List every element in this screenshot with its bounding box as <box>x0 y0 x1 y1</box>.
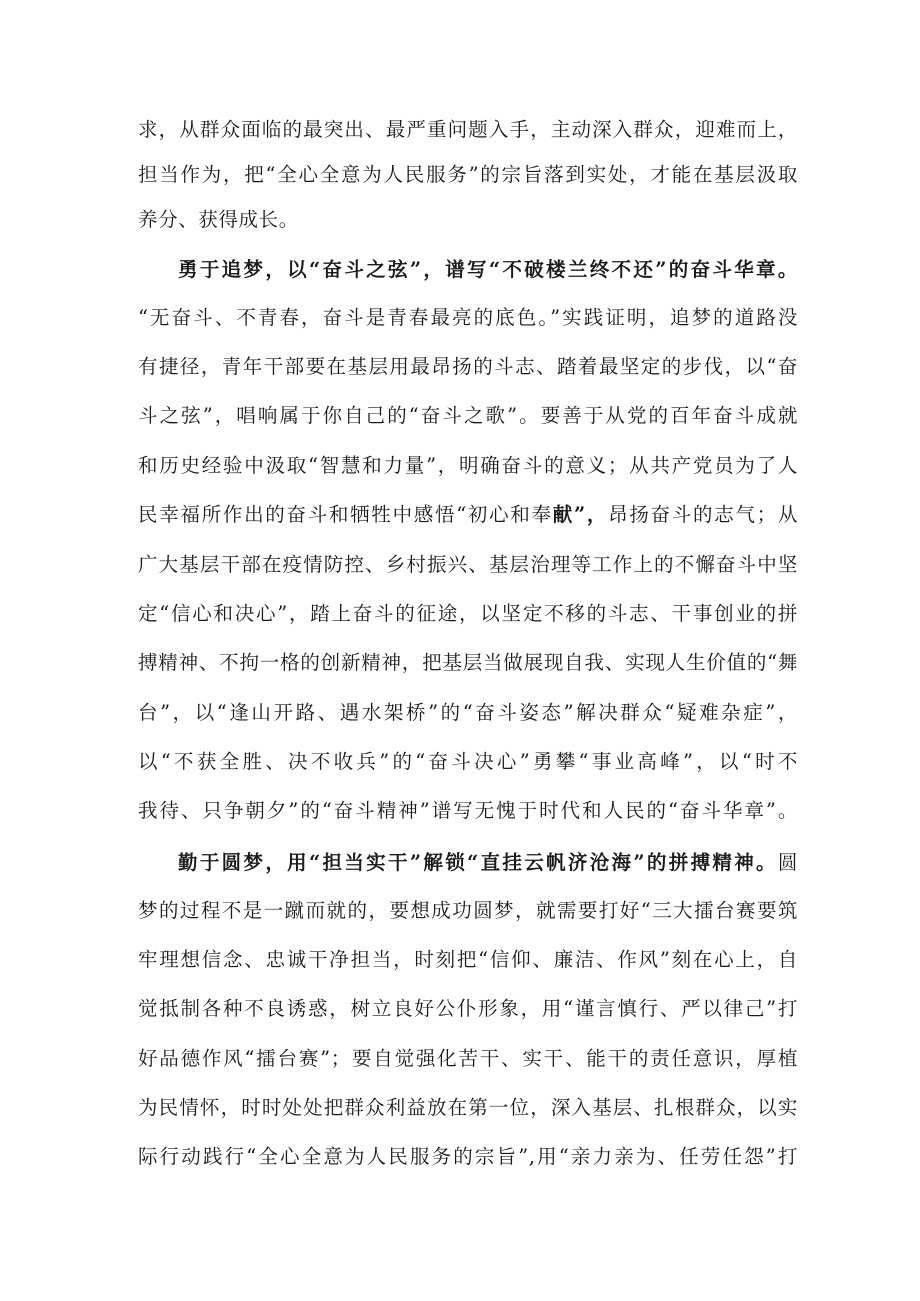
text-line <box>138 948 798 972</box>
text-segment: 好品德作风“擂台赛”；要自觉强化苦干、实干、能干的责任意识，厚植 <box>138 1047 798 1070</box>
text-segment: 民幸福所作出的奋斗和牺牲中感悟“初心和奉 <box>138 503 553 526</box>
text-line <box>138 404 798 428</box>
text-segment: 为民情怀，时时处处把群众利益放在第一位，深入基层、扎根群众，以实 <box>138 1096 798 1119</box>
text-line <box>138 651 798 675</box>
text-line <box>138 799 798 823</box>
text-segment: 有捷径，青年干部要在基层用最昂扬的斗志、踏着最坚定的步伐，以“奋 <box>138 355 798 378</box>
paragraph-heading <box>178 258 798 282</box>
text-line <box>138 899 798 923</box>
text-line <box>138 1145 798 1169</box>
paragraph-heading <box>178 851 798 875</box>
text-segment: 广大基层干部在疫情防控、乡村振兴、基层治理等工作上的不懈奋斗中坚 <box>138 553 798 576</box>
bold-heading-text: 勇于追梦，以“奋斗之弦”，谱写“不破楼兰终不还”的奋斗华章。 <box>178 258 798 281</box>
text-line <box>138 118 798 142</box>
text-segment: 圆 <box>777 851 798 874</box>
bold-text-segment: 献”， <box>552 503 609 526</box>
text-segment: 和历史经验中汲取“智慧和力量”，明确奋斗的意义；从共产党员为了人 <box>138 454 798 477</box>
text-segment: 梦的过程不是一蹴而就的，要想成功圆梦，就需要打好“三大擂台赛要筑 <box>138 899 798 922</box>
text-line <box>138 1047 798 1071</box>
text-segment: 斗之弦”，唱响属于你自己的“奋斗之歌”。要善于从党的百年奋斗成就 <box>138 404 798 427</box>
text-line <box>138 306 798 330</box>
text-segment: 担当作为，把“全心全意为人民服务”的宗旨落到实处，才能在基层汲取 <box>138 163 798 186</box>
text-segment: “无奋斗、不青春，奋斗是青春最亮的底色。”实践证明，追梦的道路没 <box>138 306 798 329</box>
text-line <box>138 750 798 774</box>
text-segment: 台”，以“逢山开路、遇水架桥”的“奋斗姿态”解决群众“疑难杂症”， <box>138 701 798 724</box>
text-segment: 定“信心和决心”，踏上奋斗的征途，以坚定不移的斗志、干事创业的拼 <box>138 602 798 625</box>
text-line <box>138 163 798 187</box>
text-segment: 以“不获全胜、决不收兵”的“奋斗决心”勇攀“事业高峰”，以“时不 <box>138 750 798 773</box>
bold-heading-text: 勤于圆梦，用“担当实干”解锁“直挂云帆济沧海”的拼搏精神。 <box>178 851 778 874</box>
text-segment: 昂扬奋斗的志气；从 <box>608 503 798 526</box>
text-segment: 牢理想信念、忠诚干净担当，时刻把“信仰、廉洁、作风”刻在心上，自 <box>138 948 798 971</box>
text-line <box>138 701 798 725</box>
text-segment: 我待、只争朝夕”的“奋斗精神”谱写无愧于时代和人民的“奋斗华章”。 <box>138 799 798 822</box>
text-segment: 际行动践行“全心全意为人民服务的宗旨”,用“亲力亲为、任劳任怨”打 <box>138 1145 798 1168</box>
text-line <box>138 553 798 577</box>
text-line <box>138 454 798 478</box>
text-line <box>138 355 798 379</box>
text-segment: 搏精神、不拘一格的创新精神，把基层当做展现自我、实现人生价值的“舞 <box>138 651 798 674</box>
text-segment: 觉抵制各种不良诱惑，树立良好公仆形象，用“谨言慎行、严以律己”打 <box>138 997 798 1020</box>
text-segment: 求，从群众面临的最突出、最严重问题入手，主动深入群众，迎难而上， <box>138 118 798 141</box>
text-line <box>138 997 798 1021</box>
text-line <box>138 208 798 232</box>
text-segment: 养分、获得成长。 <box>138 208 299 231</box>
text-line <box>138 503 798 527</box>
text-line <box>138 1096 798 1120</box>
text-line <box>138 602 798 626</box>
